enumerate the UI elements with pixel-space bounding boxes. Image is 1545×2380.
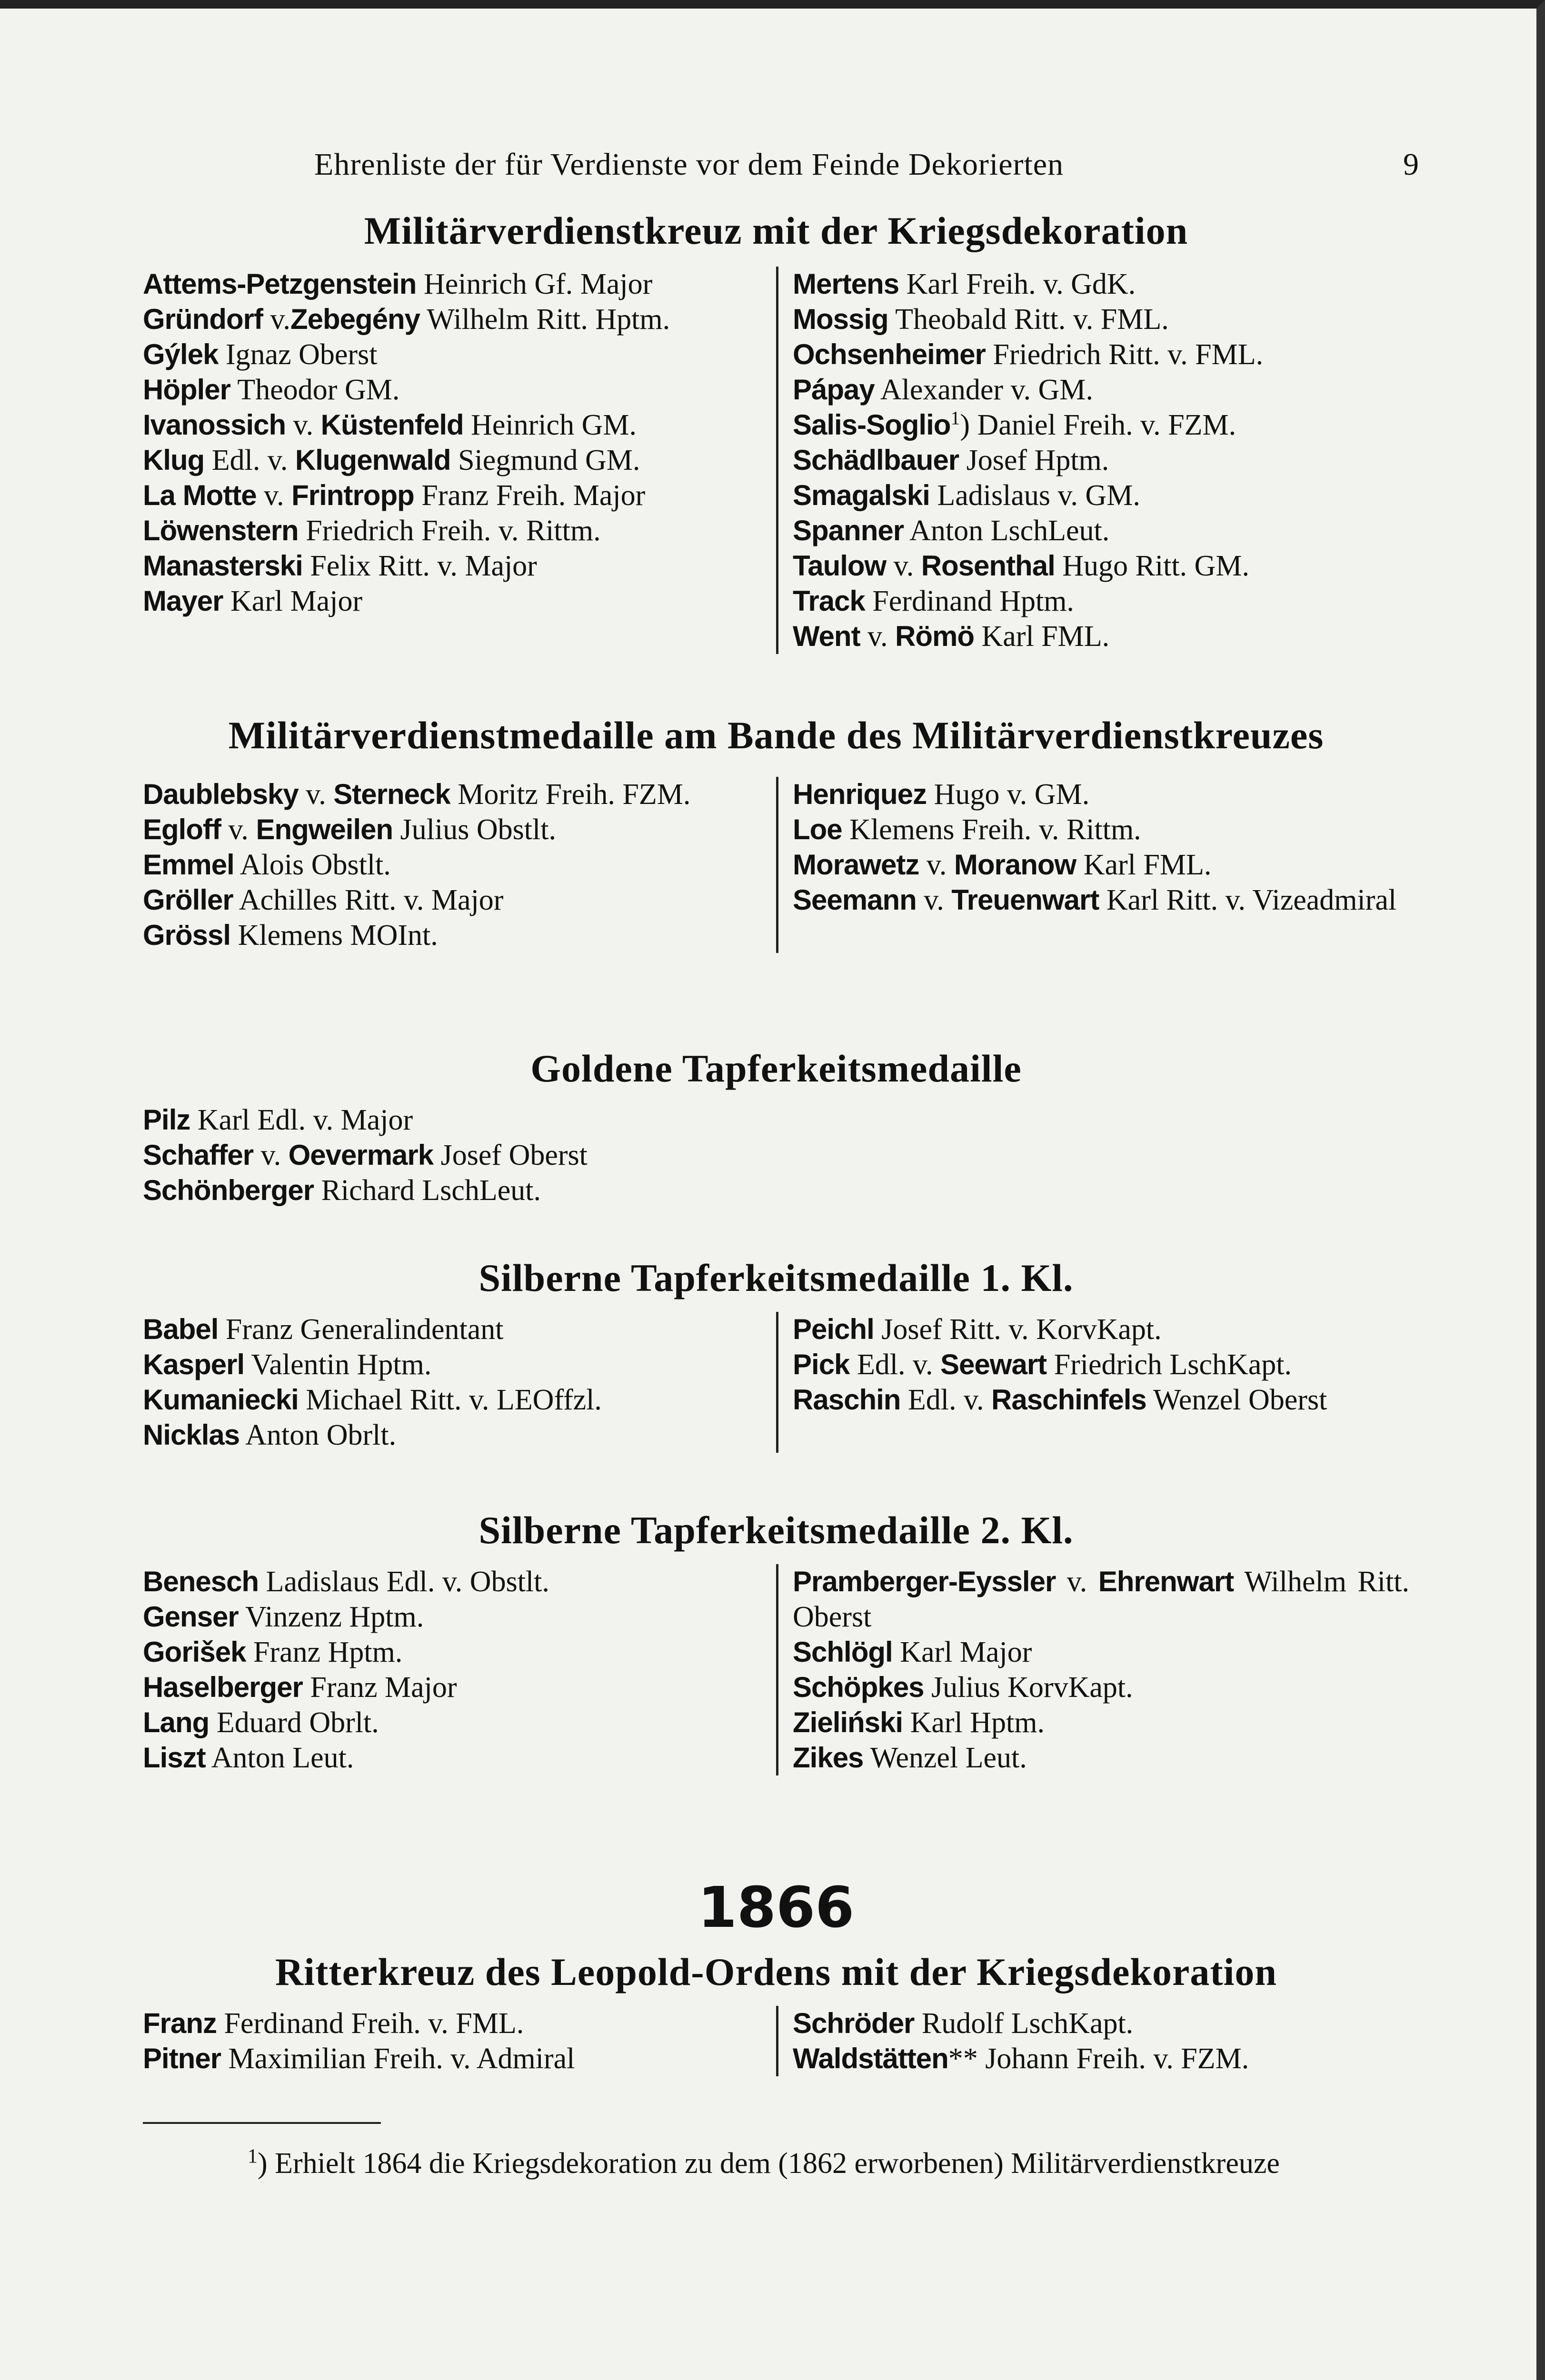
section-silberne-2-kl bbox=[143, 1508, 1409, 1775]
list-item: Henriquez Hugo v. GM. bbox=[793, 778, 1090, 811]
list-item: Morawetz v. Moranow Karl FML. bbox=[793, 849, 1212, 881]
list-item: Haselberger Franz Major bbox=[143, 1671, 457, 1704]
list-item: Mertens Karl Freih. v. GdK. bbox=[793, 268, 1136, 300]
list-item: Liszt Anton Leut. bbox=[143, 1742, 354, 1774]
left-column bbox=[143, 777, 776, 953]
list-item: Schädlbauer Josef Hptm. bbox=[793, 444, 1109, 476]
section-title: Militärverdienstkreuz mit der Kriegsdekoration bbox=[364, 209, 1188, 252]
section-title: Ritterkreuz des Leopold-Ordens mit der Kriegsdekoration bbox=[275, 1950, 1277, 1993]
left-column bbox=[143, 2006, 776, 2076]
list-item: Ivanossich v. Küstenfeld Heinrich GM. bbox=[143, 409, 637, 441]
right-column bbox=[776, 267, 1409, 654]
footnote-ref: 1 bbox=[950, 407, 960, 429]
list-item: Schönberger Richard LschLeut. bbox=[143, 1174, 541, 1207]
list-item: Went v. Römö Karl FML. bbox=[793, 620, 1110, 653]
two-column-list bbox=[143, 1312, 1409, 1453]
list-item: Emmel Alois Obstlt. bbox=[143, 849, 391, 881]
list-item: Egloff v. Engweilen Julius Obstlt. bbox=[143, 813, 556, 846]
list-item: Benesch Ladislaus Edl. v. Obstlt. bbox=[143, 1566, 549, 1598]
list-item: Zieliński Karl Hptm. bbox=[793, 1706, 1045, 1739]
list-item: Pramberger-Eyssler v. Ehrenwart Wilhelm Ritt. Oberst bbox=[793, 1566, 1409, 1633]
left-column bbox=[143, 1564, 776, 1775]
section-title: Militärverdienstmedaille am Bande des Militärverdienstkreuzes bbox=[228, 714, 1324, 757]
right-column bbox=[776, 1564, 1409, 1775]
list-item: Schröder Rudolf LschKapt. bbox=[793, 2007, 1134, 2040]
two-column-list bbox=[143, 267, 1409, 654]
right-column bbox=[776, 2006, 1409, 2076]
list-item: Waldstätten** Johann Freih. v. FZM. bbox=[793, 2043, 1249, 2075]
section-1866 bbox=[143, 1874, 1409, 2076]
section-title: Silberne Tapferkeitsmedaille 2. Kl. bbox=[478, 1508, 1074, 1552]
left-column bbox=[143, 1312, 776, 1453]
list-item: Pilz Karl Edl. v. Major bbox=[143, 1104, 413, 1136]
section-silberne-1-kl bbox=[143, 1256, 1409, 1453]
section-militaerverdienstmedaille bbox=[143, 713, 1409, 953]
list-item: Raschin Edl. v. Raschinfels Wenzel Oberst bbox=[793, 1384, 1327, 1416]
list-item: Pitner Maximilian Freih. v. Admiral bbox=[143, 2043, 575, 2075]
section-title: Goldene Tapferkeitsmedaille bbox=[530, 1047, 1022, 1090]
list-item: Gründorf v.Zebegény Wilhelm Ritt. Hptm. bbox=[143, 303, 670, 336]
list-item: Babel Franz Generalindentant bbox=[143, 1313, 504, 1346]
list-item: Pick Edl. v. Seewart Friedrich LschKapt. bbox=[793, 1349, 1292, 1381]
list-item: Ochsenheimer Friedrich Ritt. v. FML. bbox=[793, 338, 1264, 371]
single-column-list bbox=[143, 1102, 1409, 1208]
list-item: Salis-Soglio$^1$) Daniel Freih. v. FZM. bbox=[793, 407, 1236, 441]
list-item: Klug Edl. v. Klugenwald Siegmund GM. bbox=[143, 444, 640, 476]
list-item: Pápay Alexander v. GM. bbox=[793, 374, 1093, 406]
list-item: Manasterski Felix Ritt. v. Major bbox=[143, 550, 537, 582]
footnote-rule bbox=[143, 2122, 381, 2124]
footnote-text: ) Erhielt 1864 die Kriegsdekoration zu dem (1862 erworbenen) Militärverdienstkreuze bbox=[258, 2147, 1280, 2180]
list-item: Löwenstern Friedrich Freih. v. Rittm. bbox=[143, 515, 601, 547]
list-item: Kasperl Valentin Hptm. bbox=[143, 1349, 432, 1381]
footnote bbox=[143, 2146, 1409, 2181]
page-header bbox=[314, 147, 1419, 189]
list-item: Peichl Josef Ritt. v. KorvKapt. bbox=[793, 1313, 1162, 1346]
two-column-list bbox=[143, 2006, 1409, 2076]
list-item: Spanner Anton LschLeut. bbox=[793, 515, 1110, 547]
two-column-list bbox=[143, 777, 1409, 953]
list-item: Gorišek Franz Hptm. bbox=[143, 1636, 403, 1668]
running-title: Ehrenliste der für Verdienste vor dem Feinde Dekorierten bbox=[314, 147, 1064, 182]
list-item: Gýlek Ignaz Oberst bbox=[143, 338, 378, 371]
right-column bbox=[776, 1312, 1409, 1453]
list-item: Smagalski Ladislaus v. GM. bbox=[793, 479, 1140, 512]
list-item: Daublebsky v. Sterneck Moritz Freih. FZM. bbox=[143, 778, 691, 811]
footnote-mark: 1 bbox=[248, 2145, 258, 2168]
year-heading: 1866 bbox=[698, 1874, 855, 1940]
list-item: Kumaniecki Michael Ritt. v. LEOffzl. bbox=[143, 1384, 602, 1416]
single-column bbox=[143, 1102, 1409, 1208]
list-item: Seemann v. Treuenwart Karl Ritt. v. Vizeadmiral bbox=[793, 884, 1397, 916]
left-column bbox=[143, 267, 776, 654]
list-item: Zikes Wenzel Leut. bbox=[793, 1742, 1027, 1774]
list-item: Grössl Klemens MOInt. bbox=[143, 919, 438, 952]
list-item: Schlögl Karl Major bbox=[793, 1636, 1032, 1668]
list-item: La Motte v. Frintropp Franz Freih. Major bbox=[143, 479, 646, 512]
list-item: Nicklas Anton Obrlt. bbox=[143, 1419, 397, 1451]
list-item: Mayer Karl Major bbox=[143, 585, 363, 617]
page-number: 9 bbox=[1403, 147, 1419, 182]
list-item: Genser Vinzenz Hptm. bbox=[143, 1601, 424, 1633]
list-item: Höpler Theodor GM. bbox=[143, 374, 400, 406]
list-item: Mossig Theobald Ritt. v. FML. bbox=[793, 303, 1169, 336]
list-item: Track Ferdinand Hptm. bbox=[793, 585, 1074, 617]
list-item: Gröller Achilles Ritt. v. Major bbox=[143, 884, 504, 916]
list-item: Taulow v. Rosenthal Hugo Ritt. GM. bbox=[793, 550, 1249, 582]
section-goldene-tapferkeitsmedaille bbox=[143, 1046, 1409, 1208]
list-item: Loe Klemens Freih. v. Rittm. bbox=[793, 813, 1141, 846]
two-column-list bbox=[143, 1564, 1409, 1775]
list-item: Lang Eduard Obrlt. bbox=[143, 1706, 379, 1739]
section-militaerverdienstkreuz bbox=[143, 208, 1409, 654]
list-item: Franz Ferdinand Freih. v. FML. bbox=[143, 2007, 524, 2040]
list-item: Attems-Petzgenstein Heinrich Gf. Major bbox=[143, 268, 653, 300]
right-column bbox=[776, 777, 1409, 953]
section-title: Silberne Tapferkeitsmedaille 1. Kl. bbox=[478, 1256, 1074, 1299]
list-item: Schöpkes Julius KorvKapt. bbox=[793, 1671, 1133, 1704]
list-item: Schaffer v. Oevermark Josef Oberst bbox=[143, 1139, 588, 1171]
